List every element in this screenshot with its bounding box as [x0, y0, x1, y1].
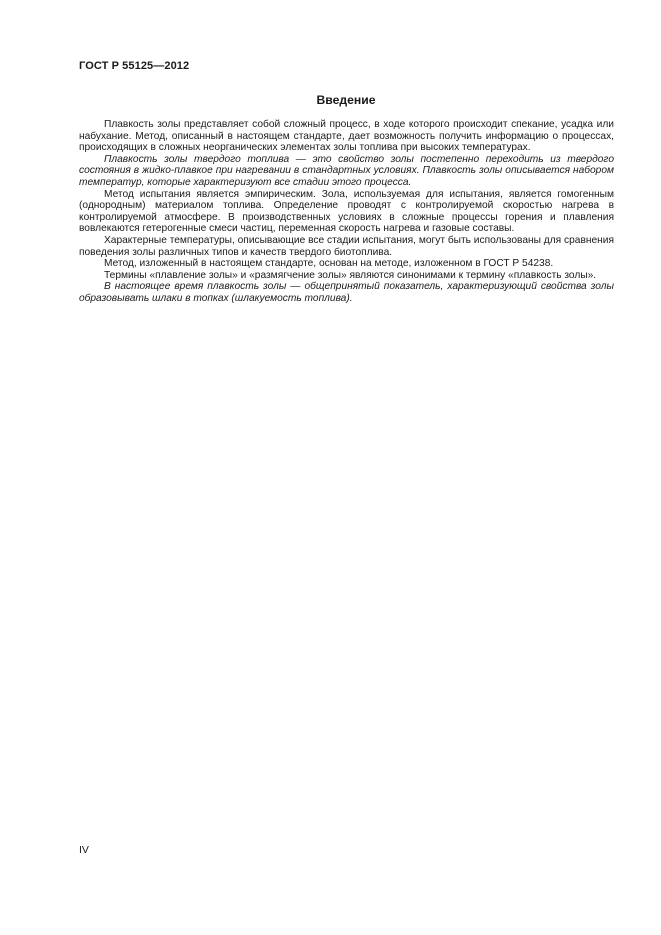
paragraph-characteristic-temperatures: Характерные температуры, описывающие все стадии испытания, могут быть использованы для сравнения поведения золы различных типов и качеств твердого биотоплива. — [79, 234, 614, 258]
paragraph-terms-synonyms: Термины «плавление золы» и «размягчение золы» являются синонимами к термину «плавкость золы». — [104, 269, 597, 281]
paragraph-definition: Плавкость золы твердого топлива — это свойство золы постепенно переходить из твердого состояния в жидко-плавкое при нагревании в стандартных условиях. Плавкость золы описывается набором температур, которые характеризуют все стадии этого процесса. — [79, 153, 614, 188]
document-header: ГОСТ Р 55125—2012 — [79, 60, 190, 72]
page-number: IV — [79, 844, 89, 856]
body-text — [79, 119, 614, 305]
paragraph-ash-fusibility-process: Плавкость золы представляет собой сложный процесс, в ходе которого происходит спекание, усадка или набухание. Метод, описанный в настоящем стандарте, дает возможность получить информацию о процессах, происходящих в сложных неорганических элементах золы топлива при высоких температурах. — [79, 119, 614, 154]
paragraph-method-basis: Метод, изложенный в настоящем стандарте, основан на методе, изложенном в ГОСТ Р 54238. — [104, 258, 554, 270]
paragraph-test-method: Метод испытания является эмпирическим. Зола, используемая для испытания, является гомогенным (однородным) материалом топлива. Определение проводят с контролируемой скоростью нагрева в контролируемой атмосфере. В производственных условиях в сложные процессы горения и плавления вовлекаются гетерогенные смеси частиц, переменная скорость нагрева и газовые составы. — [79, 188, 614, 235]
section-title: Введение — [316, 93, 376, 107]
paragraph-slagging: В настоящее время плавкость золы — общепринятый показатель, характеризующий свойства золы образовывать шлаки в топках (шлакуемость топлива). — [79, 281, 614, 304]
